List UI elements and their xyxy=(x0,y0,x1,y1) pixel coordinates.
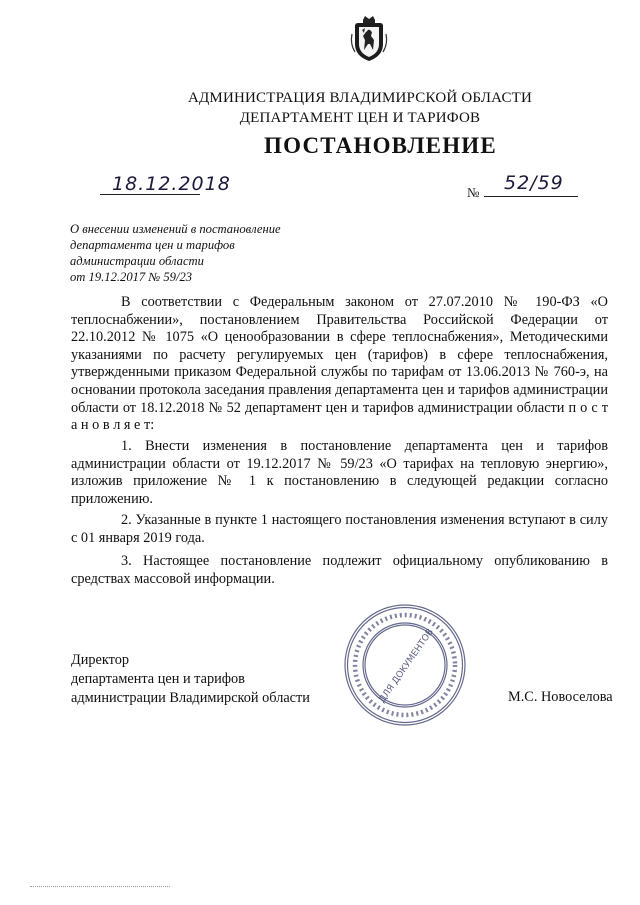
org-name-line2: ДЕПАРТАМЕНТ ЦЕН И ТАРИФОВ xyxy=(239,110,481,126)
coat-of-arms-icon xyxy=(349,14,389,62)
subject-line: О внесении изменений в постановление xyxy=(70,222,281,236)
subject-line: администрации области xyxy=(70,254,204,268)
date-underline xyxy=(100,194,200,195)
preamble-paragraph: В соответствии с Федеральным законом от 27.07.2010 № 190-ФЗ «О теплоснабжении», постановлением Правительства Российской Федерации от 22.10.2012 № 1075 «О ценообразовании в сфере теплоснабжения», Методическими указаниями по расчету регулируемых цен (тарифов) в сфере теплоснабжения, утвержденными приказом Федеральной службы по тарифам от 13.06.2013 № 760-э, на основании протокола заседания правления департамента цен и тарифов администрации области от 18.12.2018 № 52 департамент цен и тарифов администрации области п о с т а н о в л я е т: xyxy=(71,294,608,434)
number-label: № xyxy=(467,185,480,200)
subject-line: департамента цен и тарифов xyxy=(70,238,235,252)
subject-line: от 19.12.2017 № 59/23 xyxy=(70,270,193,284)
document-subject xyxy=(70,221,281,285)
item-1-paragraph: 1. Внести изменения в постановление департамента цен и тарифов администрации области от 19.12.2017 № 59/23 «О тарифах на тепловую энергию», изложив приложение № 1 к постановлению в следующей редакции согласно приложению. xyxy=(71,438,608,507)
number-underline xyxy=(484,196,578,197)
signer-position-line: департамента цен и тарифов xyxy=(71,671,245,687)
item-2-paragraph: 2. Указанные в пункте 1 настоящего постановления изменения вступают в силу с 01 января 2019 года. xyxy=(71,512,608,546)
stamp-text: ДЛЯ ДОКУМЕНТОВ xyxy=(377,627,436,706)
item-3-paragraph: 3. Настоящее постановление подлежит официальному опубликованию в средствах массовой информации. xyxy=(71,553,608,587)
document-number: 52/59 xyxy=(504,172,564,194)
signer-position xyxy=(71,651,310,708)
org-name-line1: АДМИНИСТРАЦИЯ ВЛАДИМИРСКОЙ ОБЛАСТИ xyxy=(187,90,533,106)
signer-position-line: Директор xyxy=(71,652,130,668)
document-title: ПОСТАНОВЛЕНИЕ xyxy=(264,133,497,158)
document-date: 18.12.2018 xyxy=(112,173,231,195)
footer-divider xyxy=(30,886,170,887)
official-seal-icon xyxy=(343,603,467,727)
signer-position-line: администрации Владимирской области xyxy=(71,690,310,706)
signer-name: М.С. Новоселова xyxy=(508,689,613,705)
